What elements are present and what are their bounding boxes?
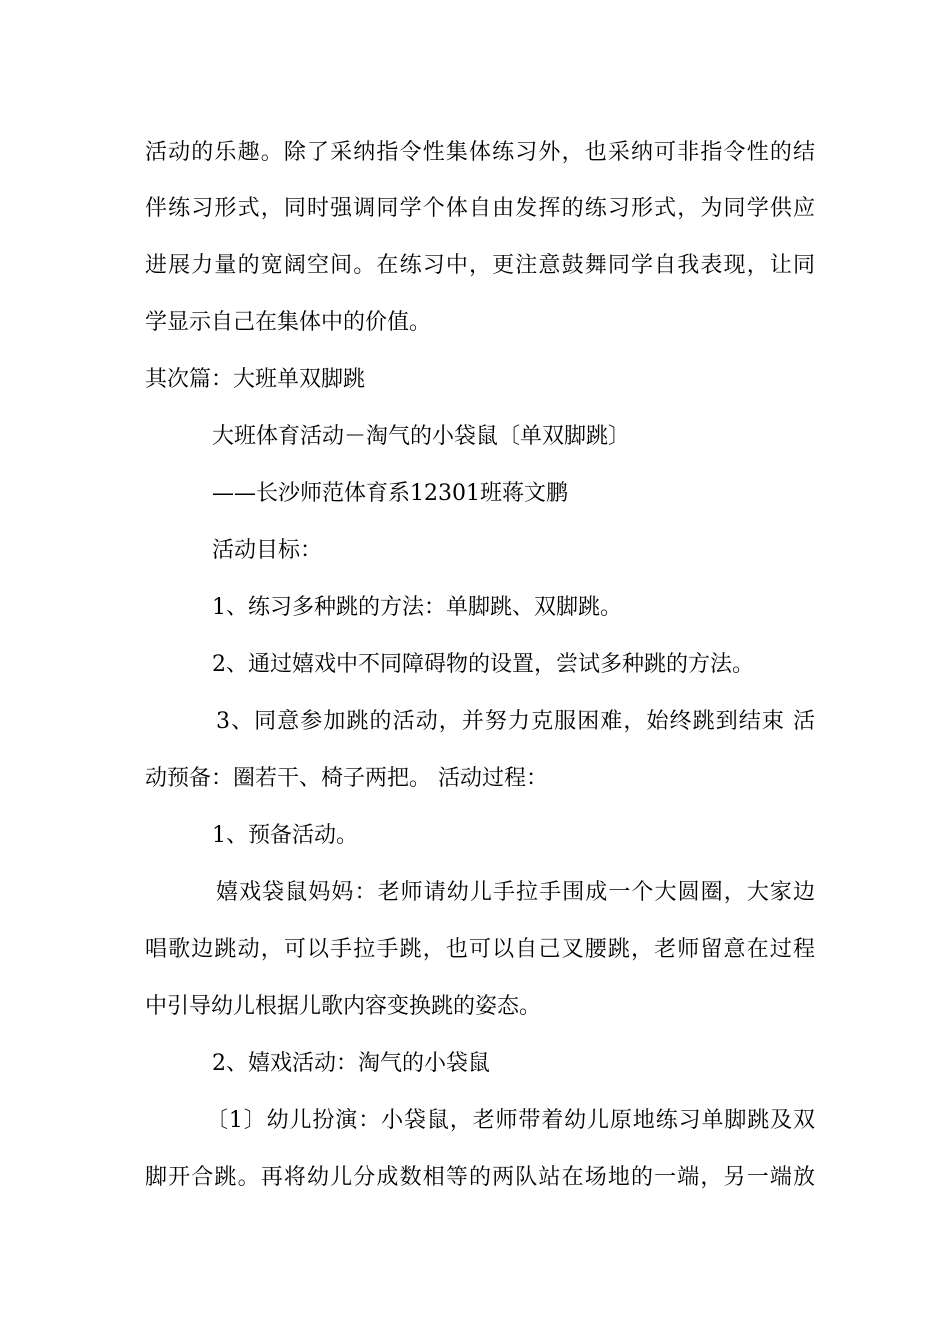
paragraph-line: 脚开合跳。再将幼儿分成数相等的两队站在场地的一端，另一端放 [145,1165,815,1190]
list-item: 1、预备活动。 [212,823,358,848]
paragraph-line: 中引导幼儿根据儿歌内容变换跳的姿态。 [145,994,542,1019]
paragraph-line: 嬉戏袋鼠妈妈：老师请幼儿手拉手围成一个大圆圈，大家边 [216,880,815,905]
list-item: 2、嬉戏活动：淘气的小袋鼠 [212,1051,490,1076]
paragraph-line: 活动的乐趣。除了采纳指令性集体练习外，也采纳可非指令性的结 [145,140,815,165]
paragraph-line: 学显示自己在集体中的价值。 [145,310,432,335]
paragraph-line: 唱歌边跳动，可以手拉手跳，也可以自己叉腰跳，老师留意在过程 [145,937,815,962]
list-item: 2、通过嬉戏中不同障碍物的设置，尝试多种跳的方法。 [212,652,754,677]
paragraph-line: 进展力量的宽阔空间。在练习中，更注意鼓舞同学自我表现，让同 [145,253,815,278]
section-heading: 其次篇：大班单双脚跳 [145,367,366,392]
list-item: 3、同意参加跳的活动，并努力克服困难，始终跳到结束 活 [216,709,815,734]
subheading: 活动目标： [212,538,323,563]
paragraph-line: 动预备：圈若干、椅子两把。 活动过程： [145,766,548,791]
list-item: 1、练习多种跳的方法：单脚跳、双脚跳。 [212,595,622,620]
paragraph-line: 〔1〕幼儿扮演：小袋鼠，老师带着幼儿原地练习单脚跳及双 [206,1108,815,1133]
author-line: ——长沙师范体育系12301班蒋文鹏 [212,481,568,506]
activity-title: 大班体育活动－淘气的小袋鼠〔单双脚跳〕 [212,424,631,449]
paragraph-line: 伴练习形式，同时强调同学个体自由发挥的练习形式，为同学供应 [145,196,815,221]
